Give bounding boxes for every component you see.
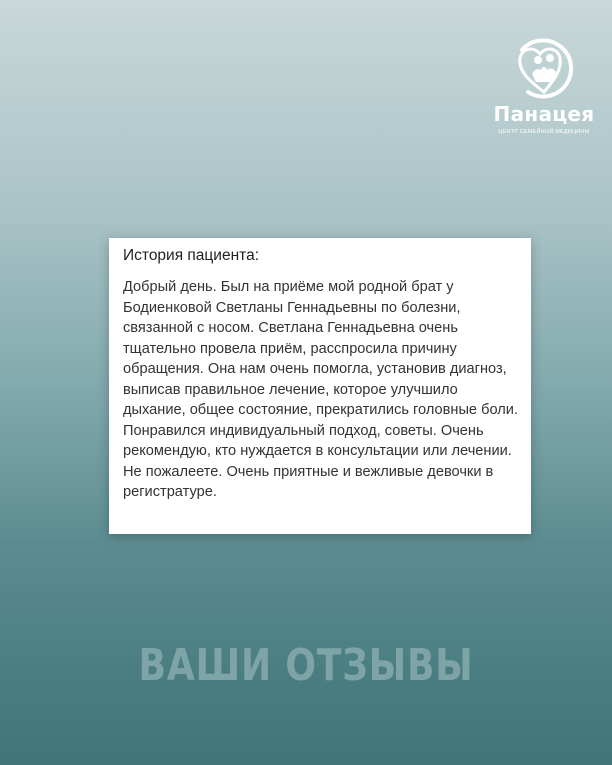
clinic-logo	[488, 30, 600, 140]
review-card	[109, 238, 531, 534]
logo-name: Панацея	[493, 102, 595, 126]
review-title: История пациента:	[123, 247, 259, 264]
section-title: ВАШИ ОТЗЫВЫ	[138, 640, 474, 691]
family-heart-icon	[508, 30, 580, 102]
review-text: Добрый день. Был на приёме мой родной брат у Бодиенковой Светланы Геннадьевны по болезни, связанной с носом. Светлана Геннадьевна очень тщательно провела приём, расспросила причину обращения. Она нам очень помогла, установив диагноз, выписав правильное лечение, которое улучшило дыхание, общее состояние, прекратились головные боли. Понравился индивидуальный подход, советы. Очень рекомендую, кто нуждается в консультации или лечении. Не пожалеете. Очень приятные и вежливые девочки в регистратуре.	[123, 279, 518, 500]
logo-tagline: ЦЕНТР СЕМЕЙНОЙ МЕДИЦИНЫ	[498, 129, 590, 135]
